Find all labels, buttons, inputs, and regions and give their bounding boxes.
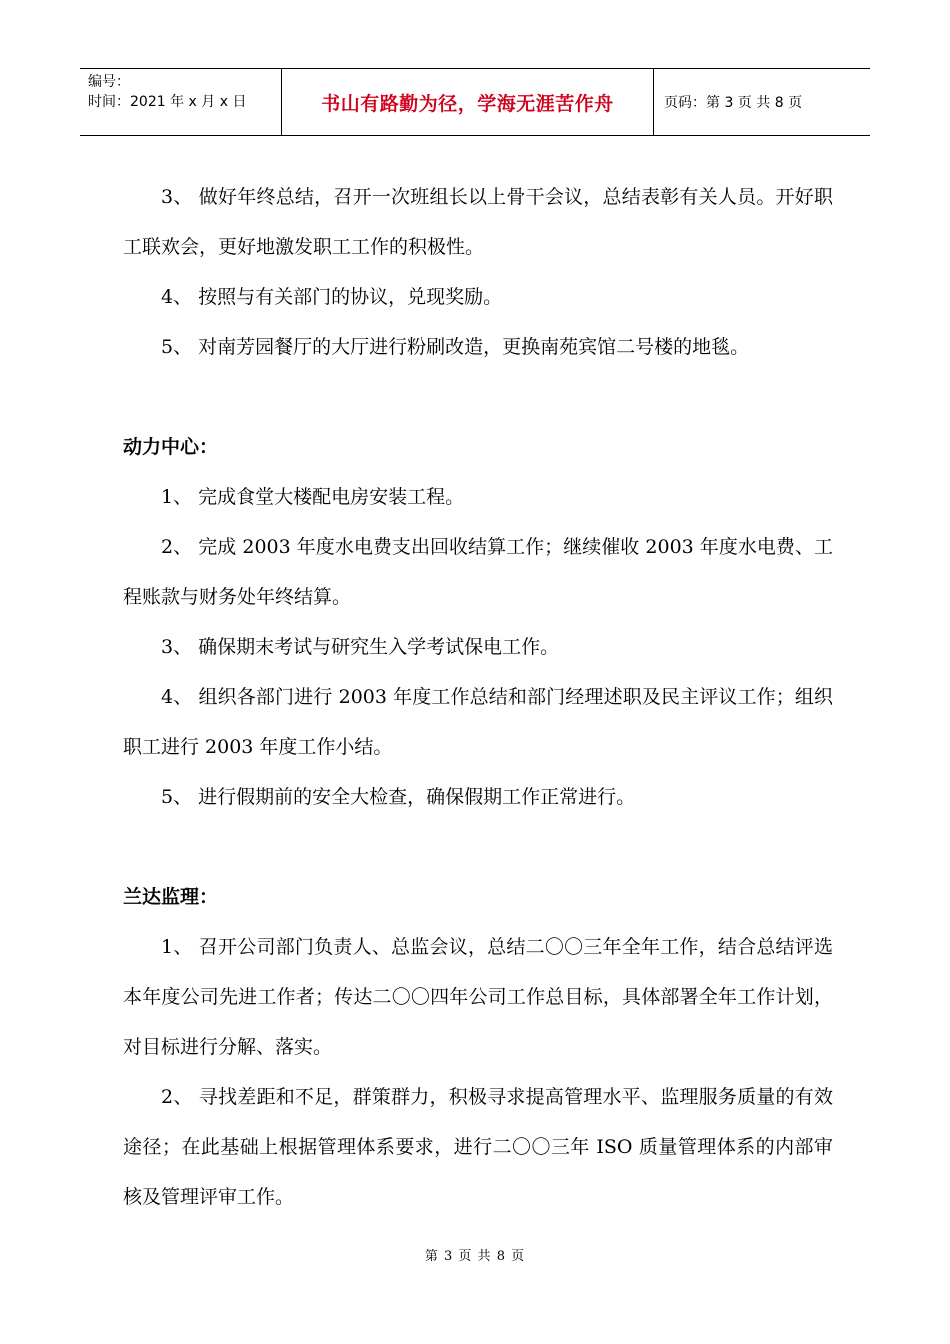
document-header — [80, 68, 870, 136]
paragraph: 5、 对南芳园餐厅的大厅进行粉刷改造，更换南苑宾馆二号楼的地毯。 — [161, 336, 750, 358]
page-footer: 第 3 页 共 8 页 — [424, 1249, 526, 1264]
header-page-info: 页码：第 3 页 共 8 页 — [664, 95, 803, 111]
document-body — [123, 172, 833, 1222]
section-title: 动力中心： — [123, 436, 219, 458]
time-label: 时间：2021 年 x 月 x 日 — [88, 94, 247, 110]
paragraph: 3、 做好年终总结，召开一次班组长以上骨干会议，总结表彰有关人员。开好职工联欢会，更好地激发职工工作的积极性。 — [123, 186, 833, 258]
paragraph: 3、 确保期末考试与研究生入学考试保电工作。 — [161, 636, 560, 658]
header-meta — [80, 69, 282, 135]
section-title: 兰达监理： — [123, 886, 219, 908]
paragraph: 1、 召开公司部门负责人、总监会议，总结二〇〇三年全年工作，结合总结评选本年度公司先进工作者；传达二〇〇四年公司工作总目标，具体部署全年工作计划，对目标进行分解、落实。 — [123, 936, 833, 1058]
paragraph: 4、 组织各部门进行 2003 年度工作总结和部门经理述职及民主评议工作；组织职工进行 2003 年度工作小结。 — [123, 686, 833, 758]
paragraph: 5、 进行假期前的安全大检查，确保假期工作正常进行。 — [161, 786, 636, 808]
paragraph: 1、 完成食堂大楼配电房安装工程。 — [161, 486, 465, 508]
header-motto: 书山有路勤为径，学海无涯苦作舟 — [282, 69, 654, 135]
paragraph: 2、 完成 2003 年度水电费支出回收结算工作；继续催收 2003 年度水电费、工程账款与财务处年终结算。 — [123, 536, 833, 608]
number-label: 编号： — [88, 74, 130, 90]
paragraph: 2、 寻找差距和不足，群策群力，积极寻求提高管理水平、监理服务质量的有效途径；在此基础上根据管理体系要求，进行二〇〇三年 ISO 质量管理体系的内部审核及管理评审工作。 — [123, 1086, 833, 1208]
paragraph: 4、 按照与有关部门的协议，兑现奖励。 — [161, 286, 503, 308]
